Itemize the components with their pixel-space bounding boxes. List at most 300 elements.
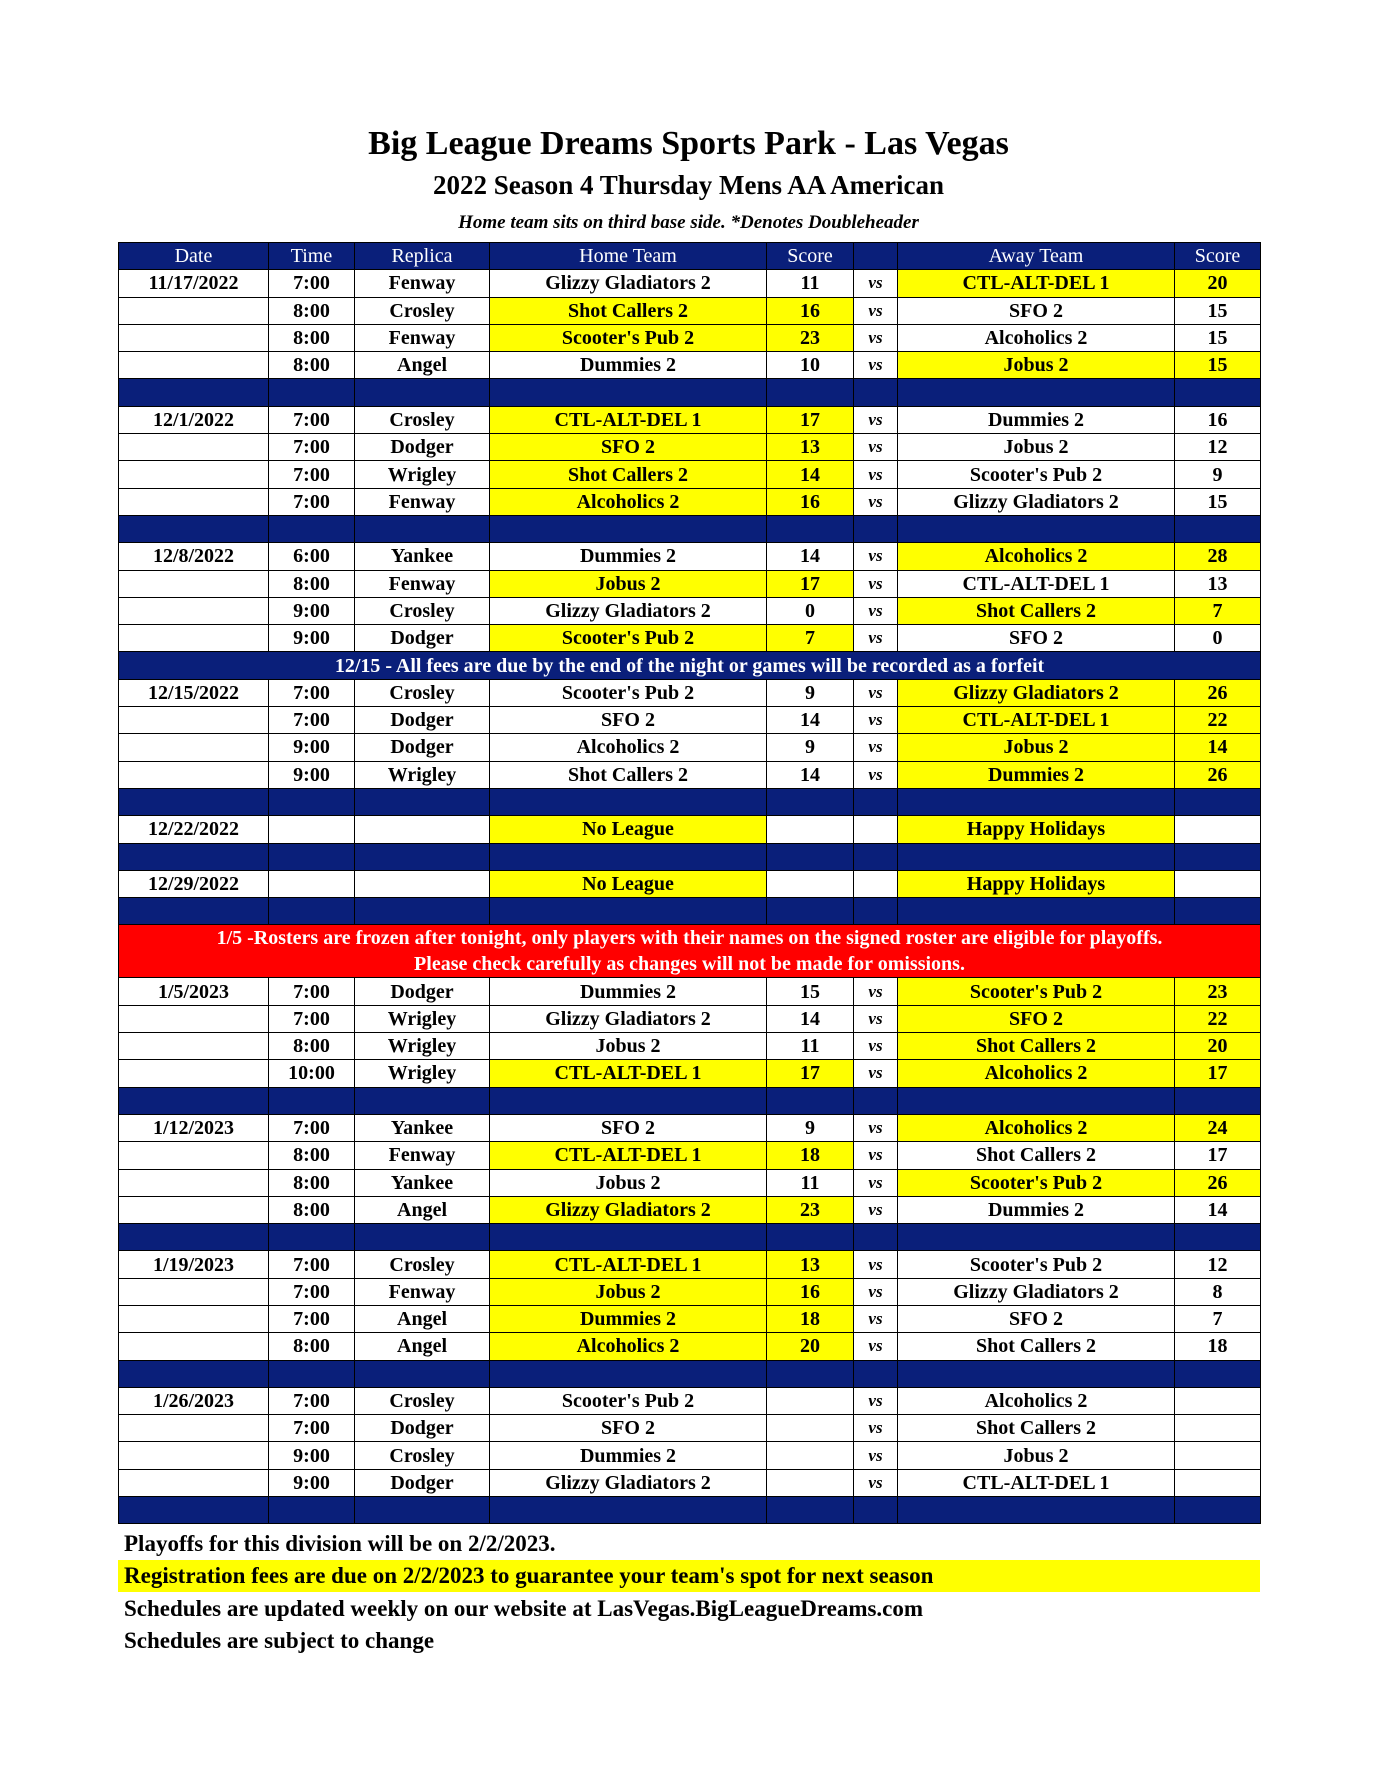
game-time: 7:00 bbox=[269, 1278, 355, 1305]
away-score: 7 bbox=[1175, 597, 1261, 624]
vs-label: vs bbox=[854, 707, 898, 734]
game-time: 9:00 bbox=[269, 734, 355, 761]
away-score bbox=[1175, 1469, 1261, 1496]
away-team: Scooter's Pub 2 bbox=[898, 978, 1175, 1005]
game-field: Angel bbox=[355, 1333, 490, 1360]
separator-cell bbox=[119, 843, 269, 870]
separator-cell bbox=[898, 1497, 1175, 1524]
separator-cell bbox=[767, 515, 854, 542]
separator-row bbox=[119, 1224, 1261, 1251]
home-team: Dummies 2 bbox=[490, 1305, 767, 1332]
home-team: Jobus 2 bbox=[490, 570, 767, 597]
home-score: 14 bbox=[767, 543, 854, 570]
away-score bbox=[1175, 1415, 1261, 1442]
away-score: 17 bbox=[1175, 1142, 1261, 1169]
game-field: Dodger bbox=[355, 625, 490, 652]
game-date bbox=[119, 1005, 269, 1032]
home-team: CTL-ALT-DEL 1 bbox=[490, 1142, 767, 1169]
home-score bbox=[767, 816, 854, 843]
separator-cell bbox=[355, 1497, 490, 1524]
away-team: SFO 2 bbox=[898, 625, 1175, 652]
game-date: 1/26/2023 bbox=[119, 1387, 269, 1414]
separator-cell bbox=[490, 1497, 767, 1524]
away-score: 15 bbox=[1175, 352, 1261, 379]
column-header-vs bbox=[854, 243, 898, 270]
game-field: Crosley bbox=[355, 1387, 490, 1414]
game-row bbox=[119, 734, 1261, 761]
game-field: Fenway bbox=[355, 270, 490, 297]
game-field: Fenway bbox=[355, 1278, 490, 1305]
separator-cell bbox=[355, 379, 490, 406]
separator-cell bbox=[490, 1087, 767, 1114]
away-score: 15 bbox=[1175, 324, 1261, 351]
home-score: 17 bbox=[767, 570, 854, 597]
home-score: 18 bbox=[767, 1305, 854, 1332]
home-team: Scooter's Pub 2 bbox=[490, 625, 767, 652]
home-team: Glizzy Gladiators 2 bbox=[490, 1469, 767, 1496]
separator-cell bbox=[1175, 1087, 1261, 1114]
game-row bbox=[119, 461, 1261, 488]
game-time: 9:00 bbox=[269, 1442, 355, 1469]
game-field: Wrigley bbox=[355, 1033, 490, 1060]
game-row bbox=[119, 597, 1261, 624]
game-date bbox=[119, 1442, 269, 1469]
game-date bbox=[119, 625, 269, 652]
game-row bbox=[119, 1033, 1261, 1060]
separator-cell bbox=[269, 898, 355, 925]
game-date: 1/12/2023 bbox=[119, 1114, 269, 1141]
game-time bbox=[269, 816, 355, 843]
separator-cell bbox=[269, 515, 355, 542]
notice-row bbox=[119, 652, 1261, 679]
holiday-label: No League bbox=[490, 870, 767, 897]
game-date: 12/8/2022 bbox=[119, 543, 269, 570]
game-row bbox=[119, 297, 1261, 324]
home-score: 9 bbox=[767, 1114, 854, 1141]
home-team: Dummies 2 bbox=[490, 543, 767, 570]
game-field: Crosley bbox=[355, 297, 490, 324]
separator-cell bbox=[854, 788, 898, 815]
away-score: 20 bbox=[1175, 1033, 1261, 1060]
away-score: 24 bbox=[1175, 1114, 1261, 1141]
game-field: Crosley bbox=[355, 406, 490, 433]
game-date: 12/1/2022 bbox=[119, 406, 269, 433]
separator-cell bbox=[355, 898, 490, 925]
game-row bbox=[119, 1305, 1261, 1332]
column-header-away-score: Score bbox=[1175, 243, 1261, 270]
separator-cell bbox=[355, 1360, 490, 1387]
game-row bbox=[119, 761, 1261, 788]
separator-cell bbox=[767, 1087, 854, 1114]
home-team: SFO 2 bbox=[490, 1415, 767, 1442]
home-team: Glizzy Gladiators 2 bbox=[490, 1005, 767, 1032]
separator-cell bbox=[355, 1224, 490, 1251]
game-date bbox=[119, 1142, 269, 1169]
away-score: 26 bbox=[1175, 679, 1261, 706]
home-score: 11 bbox=[767, 1169, 854, 1196]
game-date bbox=[119, 1033, 269, 1060]
column-header-replica: Replica bbox=[355, 243, 490, 270]
vs-label: vs bbox=[854, 1251, 898, 1278]
game-row bbox=[119, 352, 1261, 379]
game-time: 8:00 bbox=[269, 324, 355, 351]
away-team: Alcoholics 2 bbox=[898, 1387, 1175, 1414]
game-time: 7:00 bbox=[269, 707, 355, 734]
away-team: CTL-ALT-DEL 1 bbox=[898, 270, 1175, 297]
game-row bbox=[119, 1169, 1261, 1196]
game-date bbox=[119, 1196, 269, 1223]
separator-cell bbox=[854, 898, 898, 925]
separator-cell bbox=[854, 379, 898, 406]
game-time: 7:00 bbox=[269, 1005, 355, 1032]
game-time: 8:00 bbox=[269, 1033, 355, 1060]
game-field: Dodger bbox=[355, 707, 490, 734]
home-score: 15 bbox=[767, 978, 854, 1005]
away-team: Shot Callers 2 bbox=[898, 1415, 1175, 1442]
away-score: 12 bbox=[1175, 1251, 1261, 1278]
vs-label bbox=[854, 816, 898, 843]
away-score: 20 bbox=[1175, 270, 1261, 297]
away-team: Shot Callers 2 bbox=[898, 597, 1175, 624]
home-score bbox=[767, 870, 854, 897]
game-date: 12/22/2022 bbox=[119, 816, 269, 843]
game-row bbox=[119, 1005, 1261, 1032]
separator-cell bbox=[854, 1360, 898, 1387]
game-field: Dodger bbox=[355, 734, 490, 761]
vs-label: vs bbox=[854, 406, 898, 433]
home-team: Glizzy Gladiators 2 bbox=[490, 270, 767, 297]
away-team: Jobus 2 bbox=[898, 434, 1175, 461]
separator-cell bbox=[355, 515, 490, 542]
home-team: Alcoholics 2 bbox=[490, 1333, 767, 1360]
separator-cell bbox=[854, 843, 898, 870]
separator-cell bbox=[898, 1224, 1175, 1251]
game-field: Angel bbox=[355, 1196, 490, 1223]
home-team: CTL-ALT-DEL 1 bbox=[490, 1060, 767, 1087]
game-time: 7:00 bbox=[269, 1415, 355, 1442]
vs-label: vs bbox=[854, 1033, 898, 1060]
home-score: 16 bbox=[767, 1278, 854, 1305]
away-score: 22 bbox=[1175, 1005, 1261, 1032]
game-field: Fenway bbox=[355, 488, 490, 515]
home-team: Jobus 2 bbox=[490, 1169, 767, 1196]
vs-label: vs bbox=[854, 625, 898, 652]
away-score: 17 bbox=[1175, 1060, 1261, 1087]
game-time: 7:00 bbox=[269, 488, 355, 515]
away-score: 7 bbox=[1175, 1305, 1261, 1332]
separator-cell bbox=[269, 1087, 355, 1114]
column-header-home-score: Score bbox=[767, 243, 854, 270]
game-date bbox=[119, 461, 269, 488]
separator-cell bbox=[119, 1360, 269, 1387]
separator-cell bbox=[269, 1224, 355, 1251]
separator-cell bbox=[1175, 1224, 1261, 1251]
holiday-row bbox=[119, 816, 1261, 843]
away-team: Alcoholics 2 bbox=[898, 543, 1175, 570]
game-time: 8:00 bbox=[269, 1142, 355, 1169]
away-score: 12 bbox=[1175, 434, 1261, 461]
away-team: Glizzy Gladiators 2 bbox=[898, 679, 1175, 706]
game-row bbox=[119, 1114, 1261, 1141]
home-score: 11 bbox=[767, 1033, 854, 1060]
home-score: 14 bbox=[767, 707, 854, 734]
home-team: Glizzy Gladiators 2 bbox=[490, 1196, 767, 1223]
home-score: 14 bbox=[767, 1005, 854, 1032]
away-score: 15 bbox=[1175, 297, 1261, 324]
away-score: 8 bbox=[1175, 1278, 1261, 1305]
separator-cell bbox=[490, 379, 767, 406]
game-field: Angel bbox=[355, 352, 490, 379]
game-field: Crosley bbox=[355, 1251, 490, 1278]
game-time: 7:00 bbox=[269, 461, 355, 488]
vs-label: vs bbox=[854, 761, 898, 788]
separator-row bbox=[119, 1360, 1261, 1387]
game-date bbox=[119, 297, 269, 324]
home-team: Jobus 2 bbox=[490, 1033, 767, 1060]
separator-row bbox=[119, 788, 1261, 815]
game-date bbox=[119, 1415, 269, 1442]
home-team: Shot Callers 2 bbox=[490, 461, 767, 488]
home-score bbox=[767, 1442, 854, 1469]
game-row bbox=[119, 707, 1261, 734]
away-team: CTL-ALT-DEL 1 bbox=[898, 707, 1175, 734]
game-date bbox=[119, 1169, 269, 1196]
home-team: Dummies 2 bbox=[490, 352, 767, 379]
game-row bbox=[119, 406, 1261, 433]
game-field: Dodger bbox=[355, 1469, 490, 1496]
game-field: Crosley bbox=[355, 1442, 490, 1469]
away-team: Dummies 2 bbox=[898, 761, 1175, 788]
game-time: 8:00 bbox=[269, 1169, 355, 1196]
separator-cell bbox=[898, 1087, 1175, 1114]
separator-cell bbox=[355, 843, 490, 870]
game-row bbox=[119, 1415, 1261, 1442]
vs-label: vs bbox=[854, 461, 898, 488]
separator-cell bbox=[1175, 788, 1261, 815]
game-row bbox=[119, 570, 1261, 597]
game-date bbox=[119, 707, 269, 734]
home-score: 14 bbox=[767, 461, 854, 488]
separator-cell bbox=[490, 788, 767, 815]
column-header-home-team: Home Team bbox=[490, 243, 767, 270]
home-team: Shot Callers 2 bbox=[490, 297, 767, 324]
separator-cell bbox=[1175, 515, 1261, 542]
game-row bbox=[119, 1442, 1261, 1469]
holiday-label: No League bbox=[490, 816, 767, 843]
playoffs-note: Playoffs for this division will be on 2/2/2023. bbox=[124, 1531, 556, 1556]
game-row bbox=[119, 488, 1261, 515]
game-field: Wrigley bbox=[355, 761, 490, 788]
vs-label: vs bbox=[854, 978, 898, 1005]
separator-cell bbox=[898, 788, 1175, 815]
game-time: 7:00 bbox=[269, 978, 355, 1005]
game-field: Angel bbox=[355, 1305, 490, 1332]
home-team: Alcoholics 2 bbox=[490, 488, 767, 515]
vs-label: vs bbox=[854, 734, 898, 761]
game-time: 7:00 bbox=[269, 1305, 355, 1332]
separator-cell bbox=[119, 515, 269, 542]
game-field: Yankee bbox=[355, 1114, 490, 1141]
vs-label: vs bbox=[854, 679, 898, 706]
home-team: Scooter's Pub 2 bbox=[490, 679, 767, 706]
roster-alert-line-2: Please check carefully as changes will not be made for omissions. bbox=[414, 953, 965, 976]
vs-label: vs bbox=[854, 1469, 898, 1496]
game-row bbox=[119, 625, 1261, 652]
game-row bbox=[119, 543, 1261, 570]
home-score: 13 bbox=[767, 1251, 854, 1278]
vs-label: vs bbox=[854, 543, 898, 570]
separator-cell bbox=[854, 515, 898, 542]
game-date: 12/15/2022 bbox=[119, 679, 269, 706]
away-team: Scooter's Pub 2 bbox=[898, 1251, 1175, 1278]
separator-cell bbox=[767, 1360, 854, 1387]
game-row bbox=[119, 270, 1261, 297]
website-note: Schedules are updated weekly on our website at LasVegas.BigLeagueDreams.com bbox=[124, 1596, 924, 1621]
separator-cell bbox=[119, 1224, 269, 1251]
away-score: 18 bbox=[1175, 1333, 1261, 1360]
away-team: Glizzy Gladiators 2 bbox=[898, 1278, 1175, 1305]
vs-label: vs bbox=[854, 324, 898, 351]
vs-label: vs bbox=[854, 1196, 898, 1223]
change-note: Schedules are subject to change bbox=[124, 1628, 435, 1653]
game-row bbox=[119, 1333, 1261, 1360]
game-date: 1/19/2023 bbox=[119, 1251, 269, 1278]
home-score: 16 bbox=[767, 488, 854, 515]
game-time: 7:00 bbox=[269, 406, 355, 433]
home-score: 20 bbox=[767, 1333, 854, 1360]
separator-row bbox=[119, 843, 1261, 870]
separator-cell bbox=[490, 843, 767, 870]
game-field: Fenway bbox=[355, 1142, 490, 1169]
game-time: 6:00 bbox=[269, 543, 355, 570]
schedule-table bbox=[118, 242, 1261, 1524]
away-team: Alcoholics 2 bbox=[898, 1114, 1175, 1141]
away-team: CTL-ALT-DEL 1 bbox=[898, 570, 1175, 597]
game-row bbox=[119, 1278, 1261, 1305]
away-score: 15 bbox=[1175, 488, 1261, 515]
game-field: Fenway bbox=[355, 570, 490, 597]
away-team: Shot Callers 2 bbox=[898, 1333, 1175, 1360]
vs-label: vs bbox=[854, 1278, 898, 1305]
game-date bbox=[119, 597, 269, 624]
roster-alert-row bbox=[119, 925, 1261, 978]
separator-cell bbox=[355, 788, 490, 815]
away-score: 28 bbox=[1175, 543, 1261, 570]
game-date bbox=[119, 324, 269, 351]
home-score: 0 bbox=[767, 597, 854, 624]
page-subtitle: 2022 Season 4 Thursday Mens AA American bbox=[432, 170, 945, 200]
schedule-body bbox=[119, 270, 1261, 1524]
away-score: 14 bbox=[1175, 1196, 1261, 1223]
home-score bbox=[767, 1415, 854, 1442]
separator-cell bbox=[269, 1497, 355, 1524]
game-date bbox=[119, 1305, 269, 1332]
away-team: Alcoholics 2 bbox=[898, 324, 1175, 351]
separator-cell bbox=[119, 379, 269, 406]
away-team: SFO 2 bbox=[898, 1305, 1175, 1332]
table-header-row bbox=[119, 243, 1261, 270]
away-team: Jobus 2 bbox=[898, 1442, 1175, 1469]
separator-cell bbox=[119, 1497, 269, 1524]
separator-cell bbox=[1175, 898, 1261, 925]
game-row bbox=[119, 1387, 1261, 1414]
vs-label: vs bbox=[854, 434, 898, 461]
away-score: 14 bbox=[1175, 734, 1261, 761]
game-time: 8:00 bbox=[269, 1333, 355, 1360]
away-team: Glizzy Gladiators 2 bbox=[898, 488, 1175, 515]
away-team: Dummies 2 bbox=[898, 1196, 1175, 1223]
away-score: 16 bbox=[1175, 406, 1261, 433]
away-score: 0 bbox=[1175, 625, 1261, 652]
fees-notice: 12/15 - All fees are due by the end of the night or games will be recorded as a forfeit bbox=[119, 652, 1261, 679]
game-field: Wrigley bbox=[355, 1005, 490, 1032]
vs-label: vs bbox=[854, 1114, 898, 1141]
separator-cell bbox=[854, 1224, 898, 1251]
game-time: 9:00 bbox=[269, 1469, 355, 1496]
home-score: 17 bbox=[767, 406, 854, 433]
game-time: 7:00 bbox=[269, 679, 355, 706]
game-date bbox=[119, 1278, 269, 1305]
game-time: 8:00 bbox=[269, 570, 355, 597]
separator-cell bbox=[1175, 843, 1261, 870]
game-time: 7:00 bbox=[269, 1387, 355, 1414]
game-date: 12/29/2022 bbox=[119, 870, 269, 897]
away-team: Scooter's Pub 2 bbox=[898, 1169, 1175, 1196]
away-team: Jobus 2 bbox=[898, 734, 1175, 761]
separator-cell bbox=[490, 1224, 767, 1251]
home-score: 9 bbox=[767, 734, 854, 761]
separator-row bbox=[119, 515, 1261, 542]
away-team: Shot Callers 2 bbox=[898, 1033, 1175, 1060]
separator-row bbox=[119, 898, 1261, 925]
vs-label: vs bbox=[854, 270, 898, 297]
vs-label: vs bbox=[854, 1169, 898, 1196]
game-row bbox=[119, 434, 1261, 461]
game-date bbox=[119, 570, 269, 597]
game-time: 10:00 bbox=[269, 1060, 355, 1087]
vs-label: vs bbox=[854, 1005, 898, 1032]
separator-cell bbox=[490, 898, 767, 925]
game-row bbox=[119, 978, 1261, 1005]
home-team: Shot Callers 2 bbox=[490, 761, 767, 788]
separator-cell bbox=[898, 1360, 1175, 1387]
away-score bbox=[1175, 1387, 1261, 1414]
separator-cell bbox=[119, 898, 269, 925]
separator-cell bbox=[854, 1087, 898, 1114]
home-score: 18 bbox=[767, 1142, 854, 1169]
away-score: 26 bbox=[1175, 1169, 1261, 1196]
away-score: 26 bbox=[1175, 761, 1261, 788]
home-score: 23 bbox=[767, 324, 854, 351]
vs-label: vs bbox=[854, 1305, 898, 1332]
game-field: Crosley bbox=[355, 679, 490, 706]
game-date bbox=[119, 734, 269, 761]
separator-cell bbox=[119, 1087, 269, 1114]
home-score: 7 bbox=[767, 625, 854, 652]
game-time: 9:00 bbox=[269, 597, 355, 624]
separator-cell bbox=[767, 1497, 854, 1524]
separator-cell bbox=[898, 515, 1175, 542]
holiday-row bbox=[119, 870, 1261, 897]
away-score: 22 bbox=[1175, 707, 1261, 734]
separator-cell bbox=[269, 788, 355, 815]
game-date bbox=[119, 1060, 269, 1087]
away-score bbox=[1175, 1442, 1261, 1469]
game-field bbox=[355, 816, 490, 843]
game-row bbox=[119, 1469, 1261, 1496]
game-date: 1/5/2023 bbox=[119, 978, 269, 1005]
holiday-greeting: Happy Holidays bbox=[898, 816, 1175, 843]
